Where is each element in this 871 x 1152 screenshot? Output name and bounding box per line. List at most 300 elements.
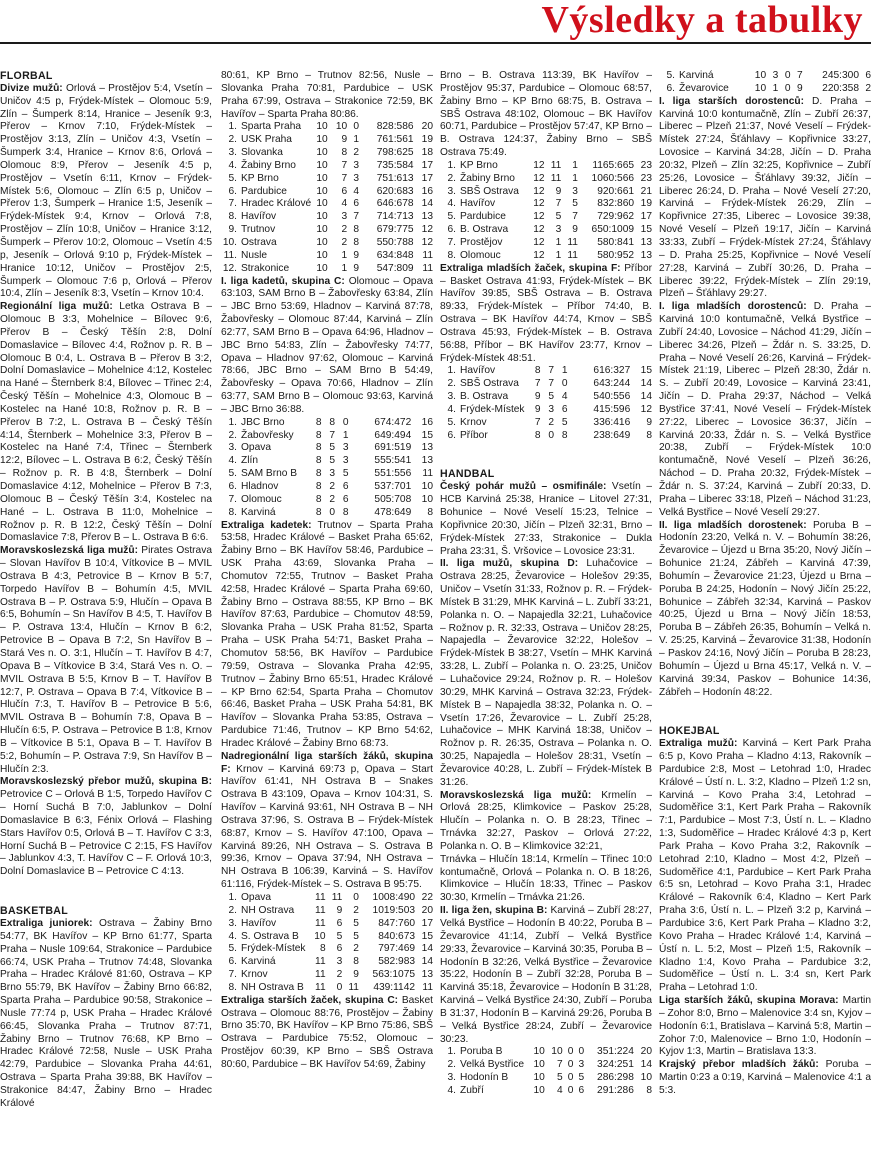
stat-cell: 1 (555, 249, 562, 261)
stat-cell: 8 (353, 956, 359, 968)
stat-cell: 3 (353, 172, 359, 184)
rank-cell: 3. (228, 917, 237, 929)
team-cell: KP Brno (241, 172, 279, 184)
score-cell: 616:327 (593, 365, 631, 377)
stat-cell: 0 (567, 1059, 574, 1071)
team-cell: Olomouc (241, 493, 282, 505)
match-results: Ostrava – Žabiny Brno 54:77, BK Havířov – KP Brno 61:77, Sparta Praha – Nusle 109:64, Strakonice – Pardubice 66:74, USK Praha – Trutnov 74:48, Slovanka Praha – Hradec Králové 81:60, Ostrava – KP Brno 55:79, BK Havířov – Žabiny Brno 66:82, Sparta Praha – Pardubice 90:58, Strakonice – Nusle 77:74 p, USK Praha – Hradec Králové 66:45, Slovanka Praha – Trutnov 87:71, Žabiny Brno – Trutnov 76:68, KP Brno – Hradec Králové 72:58, Nusle – USK Praha 42:79, Pardubice – Slovanka Praha 44:61, Ostrava – Sparta Praha 39:88, BK Havířov – Strakonice 84:47, Žabiny Brno – Hradec Králové (0, 918, 212, 1109)
competition-name: I. liga mladších dorostenců: (659, 301, 807, 313)
stat-cell: 1 (572, 172, 578, 184)
score-cell: 537:701 (374, 481, 412, 492)
page-header (0, 0, 871, 44)
stat-cell: 8 (315, 468, 322, 480)
stat-cell: 10 (551, 1046, 563, 1058)
stat-cell: 7 (341, 159, 348, 171)
stat-cell: 5 (353, 930, 359, 942)
stat-cell: 11 (315, 956, 326, 968)
score-cell: 691:519 (374, 442, 412, 454)
match-results: Petrovice C – Orlová B 1:5, Torpedo Havířov C – Horní Suchá B 7:0, Jablunkov – Dolní Domaslavice B 6:3, Fénix Orlová – Flashing Stars Havířov 0:5, Orlová B – T. Havířov C 3:3, Horní Suchá B – Petrovice C 2:15, FS Havířov – Jablunkov 4:3, T. Havířov C – F. Orlová 10:3, Dolní Domaslavice B – Petrovice C 4:13. (0, 789, 212, 878)
score-cell: 634:848 (376, 249, 414, 261)
stat-cell: 9 (336, 904, 343, 916)
stat-cell: 5 (572, 198, 578, 210)
stat-cell: 5 (353, 917, 359, 929)
stat-cell: 0 (578, 1046, 585, 1058)
standings-table (440, 365, 652, 442)
score-cell: 832:860 (597, 198, 635, 210)
stat-cell: 3 (572, 185, 578, 197)
results-paragraph (0, 776, 212, 879)
stat-cell: 0 (353, 892, 359, 903)
standings-table (440, 160, 652, 263)
stat-cell: 9 (353, 249, 359, 261)
results-paragraph (0, 301, 212, 545)
stat-cell: 2 (353, 904, 359, 916)
match-results: Letka Ostrava B – Olomouc B 3:3, Mohelnice – Bílovec 9:6, Přerov B – Český Těšín 2:8, Dolní Domaslavice – Bílovec 4:4, Rožnov p. R. B – Olomouc B 0:4, L. Ostrava B – Přerov B 3:2, Dolní Domaslavice – Mohelnice 4:12, Kostelec na Hané – Šternberk 8:4, Bílovec – Třinec 2:4, Český Těšín – Mohelnice 4:3, Olomouc B – Kostelec na Hané 10:8, Rožnov p. R. B – Přerov B 7:2, L. Ostrava B – Český Těšín 4:14, Šternberk – Mohelnice 3:3, Přerov B – Kostelec na Hané 7:4, Třinec – Šternberk 12:2, Bílovec – L. Ostrava B 6:2, Český Těšín – Rožnov p. R. B 4:8, Šternberk – Dolní Domaslavice 4:12, Mohelnice – Přerov B 7:3, Olomouc B – Český Těšín 3:4, Kostelec na Hané – L. Ostrava B 11:0, Mohelnice – Rožnov p. R. B 12:2, Český Těšín – Dolní Domaslavice 7:8, Přerov B – L. Ostrava B 6:6. (0, 301, 212, 544)
score-cell: 840:673 (378, 930, 416, 942)
table-row (221, 417, 433, 430)
rank-cell: 2. (447, 1059, 456, 1071)
table-row (221, 892, 433, 905)
score-cell: 336:416 (593, 416, 631, 428)
team-cell: Nusle (241, 249, 268, 261)
points-cell: 17 (421, 172, 433, 184)
standings-table (440, 1046, 652, 1097)
rank-cell: 4. (447, 198, 456, 210)
team-cell: Velká Bystřice (460, 1059, 524, 1071)
stat-cell: 8 (329, 416, 336, 428)
stat-cell: 8 (534, 429, 541, 441)
rank-cell: 8. (228, 981, 237, 993)
stat-cell: 3 (555, 224, 562, 236)
score-cell: 761:561 (376, 134, 414, 146)
rank-cell: 10. (222, 236, 237, 248)
table-row (221, 969, 433, 982)
score-cell: 679:775 (376, 224, 414, 236)
team-cell: Havířov (460, 365, 496, 377)
match-results: Trnávka – Hlučín 18:14, Krmelín – Třinec 10:0 kontumačně, Orlová – Polanka n. O. B 18:26, Klimkovice – Hlučín 18:33, Třinec – Paskov 30:30, Krmelín – Trnávka 21:26. (440, 853, 652, 904)
score-cell: 550:788 (376, 236, 414, 248)
score-cell: 245:300 (822, 70, 859, 81)
results-paragraph (659, 1059, 871, 1098)
team-cell: Pardubice (241, 185, 287, 197)
stat-cell: 6 (561, 403, 568, 415)
points-cell: 6 (865, 70, 871, 81)
stat-cell: 12 (533, 185, 545, 197)
team-cell: Hradec Králové (241, 198, 312, 210)
stat-cell: 0 (567, 1072, 574, 1084)
stat-cell: 11 (315, 904, 326, 916)
points-cell: 19 (421, 134, 433, 146)
team-cell: Strakonice (241, 262, 290, 274)
team-cell: Poruba B (460, 1046, 503, 1058)
stat-cell: 6 (353, 198, 359, 210)
table-row (221, 430, 433, 443)
score-cell: 580:841 (597, 236, 635, 248)
stat-cell: 5 (556, 1072, 563, 1084)
rank-cell: 8. (228, 211, 237, 223)
rank-cell: 6. (228, 481, 237, 492)
match-results: 80:61, KP Brno – Trutnov 82:56, Nusle – Slovanka Praha 70:81, Pardubice – USK Praha 67:99, Ostrava – Strakonice 72:59, BK Havířov – Sparta Praha 80:86. (221, 70, 433, 120)
results-paragraph (440, 263, 652, 366)
stat-cell: 7 (796, 70, 803, 81)
points-cell: 22 (421, 892, 433, 903)
match-results: Krmelín – Orlová 28:25, Klimkovice – Paskov 25:28, Hlučín – Polanka n. O. B 28:23, Třinec – Trnávka 32:27, Paskov – Orlová 27:22, Polanka n. O. B – Klimkovice 32:21, (440, 789, 652, 852)
results-paragraph (659, 301, 871, 519)
points-cell: 17 (421, 917, 433, 929)
team-cell: SBŠ Ostrava (460, 378, 519, 390)
results-paragraph (659, 738, 871, 995)
score-cell: 751:613 (376, 172, 414, 184)
team-cell: Zlín (241, 455, 258, 467)
stat-cell: 10 (533, 1072, 545, 1084)
team-cell: Žabiny Brno (241, 159, 296, 171)
points-cell: 17 (640, 211, 652, 223)
standings-table (221, 121, 433, 275)
results-paragraph (221, 520, 433, 751)
table-row (221, 263, 433, 276)
table-row (221, 134, 433, 147)
match-results: Basket Ostrava – Olomouc 88:76, Prostějov – Žabiny Brno 35:70, BK Havířov – KP Brno 75:86, SBŠ Ostrava – Pardubice 75:52, Olomouc – Prostějov 60:39, KP Brno – SBŠ Ostrava 80:60, Pardubice – BK Havířov 54:69, Žabiny (221, 994, 433, 1070)
stat-cell: 11 (315, 917, 326, 929)
team-cell: JBC Brno (241, 416, 285, 428)
match-results: Vsetín – HCB Karviná 25:38, Hranice – Litovel 27:31, Bohunice – Nové Veselí 15:23, Telnice – Kopřivnice 20:30, Jičín – Plzeň 32:31, Brno – Frýdek-Místek 27:33, Strakonice – Dukla Praha 23:31, Š. Vršovice – Lovosice 23:31. (440, 481, 652, 557)
stat-cell: 7 (548, 378, 555, 390)
stat-cell: 7 (353, 211, 359, 223)
score-cell: 735:584 (376, 159, 414, 171)
table-row (221, 250, 433, 263)
points-cell: 10 (421, 481, 433, 492)
points-cell: 11 (422, 262, 433, 274)
score-cell: 238:649 (593, 429, 631, 441)
stat-cell: 10 (316, 262, 328, 274)
team-cell: Sparta Praha (241, 121, 302, 133)
stat-cell: 3 (342, 442, 349, 454)
rank-cell: 4. (447, 1084, 456, 1096)
points-cell: 13 (421, 969, 433, 981)
table-row (440, 404, 652, 417)
score-cell: 351:224 (597, 1046, 634, 1058)
team-cell: USK Praha (241, 134, 292, 146)
table-row (440, 173, 652, 186)
table-row (440, 365, 652, 378)
rank-cell: 8. (228, 506, 237, 518)
competition-name: II. liga žen, skupina B: (440, 905, 548, 917)
score-cell: 798:625 (376, 147, 414, 159)
score-cell: 674:472 (374, 416, 412, 428)
rank-cell: 6. (666, 82, 675, 94)
stat-cell: 4 (556, 1084, 563, 1096)
stat-cell: 0 (784, 82, 791, 94)
header-rule (0, 42, 871, 44)
results-paragraph (221, 70, 433, 121)
stat-cell: 9 (796, 82, 803, 94)
competition-name: Moravskoslezská liga mužů: (0, 545, 138, 557)
table-row (221, 918, 433, 931)
rank-cell: 11. (223, 249, 237, 261)
points-cell: 11 (422, 468, 433, 480)
table-row (440, 224, 652, 237)
stat-cell: 7 (341, 172, 348, 184)
competition-name: Liga starších žáků, skupina Morava: (659, 995, 839, 1007)
team-cell: Trutnov (241, 224, 276, 236)
standings-table (221, 417, 433, 520)
rank-cell: 4. (447, 403, 456, 415)
stat-cell: 9 (555, 185, 562, 197)
team-cell: Karviná (241, 956, 276, 968)
stat-cell: 2 (329, 493, 336, 505)
stat-cell: 12 (533, 224, 545, 236)
table-row (440, 1046, 652, 1059)
stat-cell: 0 (353, 121, 359, 133)
match-results: Martin – Zohor 8:0, Brno – Malenovice 3:4 sn, Kyjov – Hodonín 6:1, Bratislava – Karviná 5:8, Martin – Zohor 7:0, Malenovice – Brno 1:0, Hodonín – Kyjov 1:3, Martin – Bratislava 13:3. (659, 995, 871, 1058)
stat-cell: 2 (341, 236, 348, 248)
score-cell: 547:809 (376, 262, 414, 274)
match-results: Pirates Ostrava – Slovan Havířov B 10:4, Vítkovice B – MVIL Ostrava B 4:3, Petrovice B – Krnov B 5:7, Torpedo Havířov B – Bohumín 4:5, MVIL Ostrava B – P. Ostrava 5:9, Hlučín – Opava B 6:5, Bohumín – Sn Havířov B 4:5, T. Havířov B – P. Ostrava 13:4, Hlučín – Krnov B 6:2, Petrovice B – Opava B 7:2, Sn Havířov B – Stará Ves n. O. 3:1, Hlučín – T. Havířov B 4:7, Opava B – Vítkovice B 3:4, Stará Ves n. O. – MVIL Ostrava B 5:5, Krnov B – T. Havířov B 12:7, P. Ostrava – Opava B 7:4, Vítkovice B – Hlučín 7:3, T. Havířov B – Petrovice B 5:6, MVIL Ostrava B – Bohumín 7:8, Opava B – Hlučín 6:5, P. Ostrava – Petrovice B 1:8, Krnov B – Vítkovice B 5:1, Opava B – T. Havířov B 5:2, Bohumín – P. Ostrava 7:9, Sn Havířov B – Hlučín 2:3. (0, 545, 212, 775)
stat-cell: 10 (316, 147, 328, 159)
results-paragraph (659, 520, 871, 700)
points-cell: 13 (640, 236, 652, 248)
score-cell: 540:556 (593, 391, 631, 403)
stat-cell: 4 (561, 391, 568, 403)
stat-cell: 8 (561, 429, 568, 441)
team-cell: Havířov (241, 211, 277, 223)
team-cell: Pardubice (460, 211, 506, 223)
score-cell: 828:586 (376, 121, 414, 133)
rank-cell: 1. (228, 121, 237, 133)
stat-cell: 12 (533, 211, 545, 223)
stat-cell: 1 (572, 159, 578, 171)
stat-cell: 3 (336, 956, 343, 968)
points-cell: 14 (640, 378, 652, 390)
competition-name: II. liga mladších dorostenek: (659, 519, 807, 531)
table-row (440, 430, 652, 443)
stat-cell: 11 (315, 981, 326, 993)
stat-cell: 1 (772, 82, 779, 94)
results-paragraph (0, 545, 212, 776)
score-cell: 415:596 (593, 403, 631, 415)
competition-name: Český pohár mužů – osmifinále: (440, 481, 607, 493)
team-cell: Karviná (241, 506, 276, 518)
score-cell: 582:983 (378, 956, 416, 968)
stat-cell: 0 (336, 981, 343, 993)
team-cell: Prostějov (460, 236, 503, 248)
points-cell: 10 (640, 1072, 652, 1084)
stat-cell: 10 (316, 198, 328, 210)
team-cell: B. Ostrava (460, 391, 509, 403)
stat-cell: 1 (555, 236, 562, 248)
score-cell: 650:1009 (591, 224, 635, 236)
stat-cell: 10 (316, 249, 328, 261)
points-cell: 20 (421, 121, 433, 133)
table-row (221, 442, 433, 455)
sport-heading: FLORBAL (0, 70, 53, 82)
stat-cell: 9 (572, 224, 578, 236)
table-row (440, 391, 652, 404)
stat-cell: 2 (336, 969, 343, 981)
stat-cell: 5 (329, 442, 336, 454)
points-cell: 2 (865, 82, 871, 94)
stat-cell: 7 (548, 365, 555, 377)
table-row (440, 250, 652, 263)
score-cell: 920:661 (597, 185, 635, 197)
stat-cell: 11 (550, 159, 562, 171)
rank-cell: 3. (228, 442, 237, 454)
match-results: Krnov – Karviná 69:73 p, Opava – Start Havířov 61:41, NH Ostrava B – Snakes Ostrava B 43:109, Opava – Krnov 104:31, S. Havířov – Karviná 93:61, NH Ostrava B – NH Ostrava 37:96, S. Ostrava B – Frýdek-Místek 68:87, Krnov – S. Havířov 47:100, Opava – Karviná 89:26, NH Ostrava – S. Ostrava B 99:36, Krnov – Opava 37:94, NH Ostrava – NH Ostrava B 106:39, Karviná – S. Havířov 61:116, Frýdek-Místek – S. Ostrava B 95:75. (221, 763, 433, 891)
competition-name: Krajský přebor mladších žáků: (659, 1059, 819, 1071)
rank-cell: 6. (228, 185, 237, 197)
score-cell: 286:298 (597, 1072, 634, 1084)
points-cell: 16 (421, 416, 433, 428)
stat-cell: 2 (341, 224, 348, 236)
table-row (221, 198, 433, 211)
competition-name: I. liga starších dorostenců: (659, 95, 805, 107)
stat-cell: 7 (534, 416, 541, 428)
team-cell: B. Ostrava (460, 224, 509, 236)
stat-cell: 0 (548, 429, 555, 441)
rank-cell: 5. (228, 943, 237, 955)
points-cell: 12 (640, 403, 652, 415)
stat-cell: 1 (342, 429, 349, 441)
points-cell: 15 (640, 365, 652, 377)
rank-cell: 6. (447, 429, 456, 441)
points-cell: 20 (421, 904, 433, 916)
stat-cell: 8 (353, 224, 359, 236)
results-paragraph (659, 96, 871, 302)
rank-cell: 7. (228, 493, 237, 505)
stat-cell: 8 (315, 416, 322, 428)
rank-cell: 6. (447, 224, 456, 236)
team-cell: KP Brno (460, 159, 498, 171)
score-cell: 1019:503 (372, 904, 416, 916)
match-results: D. Praha – Karviná 10:0 kontumačně, Velká Bystřice – Zubří 24:40, Lovosice – Náchod 41:29, Jičín – Liberec 34:26, Plzeň – Ždár n. S. 33:25, D. Praha – Nové Veselí 26:26, Karviná – Frýdek-Místek 21:19, Liberec – Plzeň 28:30, Ždár n. S. – Zubří 20:49, Lovosice – Karviná 23:41, Jičín – D. Praha 29:37, Náchod – Velká Bystřice 37:41, Nové Veselí – Frýdek-Místek 27:22, Liberec – Lovosice 36:37, Jičín – Karviná 20:33, Ždár n. S. – Velká Bystřice 20:38, Zubří – Frýdek-Místek 10:0 kontumačně, Nové Veselí – Plzeň 36:26, Náchod – D. Praha 20:32, Frýdek-Místek – Ždár n. S. 37:24, Karviná – Zubří 20:33, D. Praha – Liberec 33:18, Plzeň – Náchod 31:23, Velká Bystřice – Nové Veselí 29:27. (659, 301, 871, 518)
stat-cell: 5 (329, 455, 336, 467)
match-results: Trutnov – Sparta Praha 53:58, Hradec Králové – Basket Praha 65:62, Žabiny Brno – BK Havířov 58:46, Pardubice – USK Praha 43:69, Slovanka Praha – Chomutov 72:55, Trutnov – Basket Praha 42:58, Hradec Králové – Sparta Praha 69:60, Žabiny Brno – Ostrava 88:55, KP Brno – BK Havířov 87:63, Pardubice – Chomutov 48:59, Slovanka Praha – USK Praha 81:52, Sparta Praha – USK Praha 54:71, Basket Praha – Chomutov 58:56, BK Havířov – Pardubice 79:59, Ostrava – Slovanka Praha 42:95, Trutnov – Žabiny Brno 65:51, Hradec Králové – KP Brno 62:54, Sparta Praha – Chomutov 66:46, Basket Praha – USK Praha 54:81, BK Havířov – Slovanka Praha 53:85, Ostrava – Pardubice 71:46, Trutnov – KP Brno 54:62, Hradec Králové – Žabiny Brno 68:73. (221, 519, 433, 749)
results-paragraph (440, 481, 652, 558)
rank-cell: 1. (228, 892, 237, 903)
stat-cell: 5 (555, 211, 562, 223)
stat-cell: 7 (572, 211, 578, 223)
rank-cell: 3. (447, 391, 456, 403)
stat-cell: 0 (329, 506, 336, 518)
sport-heading: BASKETBAL (0, 905, 69, 918)
rank-cell: 1. (447, 365, 456, 377)
score-cell: 1008:490 (372, 892, 416, 903)
stat-cell: 10 (754, 70, 767, 81)
points-cell: 14 (640, 1059, 652, 1071)
match-results: Olomouc – Opava 63:103, SAM Brno B – Žabovřesky 63:84, Zlín – JBC Brno 53:69, Hladnov – Karviná 87:78, Žabovřesky – Olomouc 87:44, Karviná – Zlín 62:77, SAM Brno B – Opava 64:96, Hladnov – JBC Brno 54:83, Zlín – Žabovřesky 74:77, Opava – Hladnov 97:62, Olomouc – Karviná 78:66, JBC Brno – SAM Brno B 54:49, Žabovřesky – Opava 70:66, Hladnov – Zlín 63:77, SAM Brno B – Olomouc 93:63, Karviná – JBC Brno 36:88. (221, 275, 433, 415)
stat-cell: 10 (316, 121, 328, 133)
score-cell: 220:358 (822, 82, 859, 94)
table-row (221, 237, 433, 250)
stat-cell: 10 (316, 236, 328, 248)
competition-name: Extraliga mladších žaček, skupina F: (440, 262, 621, 274)
team-cell: NH Ostrava (241, 904, 295, 916)
points-cell: 13 (421, 211, 433, 223)
table-row (440, 378, 652, 391)
stat-cell: 8 (341, 147, 348, 159)
table-row (440, 1085, 652, 1098)
team-cell: Havířov (460, 198, 496, 210)
stat-cell: 10 (316, 172, 328, 184)
rank-cell: 6. (228, 956, 237, 968)
rank-cell: 3. (447, 1072, 456, 1084)
competition-name: Moravskoslezská liga mužů: (440, 789, 592, 801)
score-cell: 646:678 (376, 198, 414, 210)
rank-cell: 2. (447, 172, 456, 184)
table-row (221, 507, 433, 520)
rank-cell: 5. (228, 172, 237, 184)
stat-cell: 11 (315, 892, 326, 903)
rank-cell: 7. (447, 236, 456, 248)
competition-name: Extraliga juniorek: (0, 918, 93, 929)
team-cell: Příbor (460, 429, 488, 441)
stat-cell: 8 (353, 236, 359, 248)
points-cell: 14 (640, 391, 652, 403)
points-cell: 23 (640, 172, 652, 184)
stat-cell: 3 (329, 468, 336, 480)
stat-cell: 8 (342, 506, 349, 518)
stat-cell: 9 (534, 391, 541, 403)
stat-cell: 0 (567, 1084, 574, 1096)
points-cell: 23 (640, 159, 652, 171)
match-results: Poruba – Martin 0:23 a 0:19, Karviná – Malenovice 4:1 a 5:3. (659, 1059, 871, 1096)
stat-cell: 10 (533, 1059, 545, 1071)
score-cell: 551:556 (374, 468, 412, 480)
rank-cell: 7. (228, 198, 237, 210)
stat-cell: 1 (341, 249, 348, 261)
stat-cell: 8 (315, 455, 322, 467)
standings-table (659, 70, 871, 96)
score-cell: 797:469 (378, 943, 416, 955)
stat-cell: 10 (335, 121, 348, 133)
stat-cell: 6 (341, 185, 348, 197)
team-cell: Krnov (460, 416, 487, 428)
team-cell: Zubří (460, 1084, 484, 1096)
table-row (221, 186, 433, 199)
rank-cell: 7. (228, 969, 237, 981)
rank-cell: 2. (228, 134, 237, 146)
table-row (440, 211, 652, 224)
score-cell: 563:1075 (372, 969, 416, 981)
rank-cell: 4. (228, 930, 237, 942)
stat-cell: 12 (533, 236, 545, 248)
rank-cell: 3. (447, 185, 456, 197)
score-cell: 291:286 (597, 1084, 634, 1096)
stat-cell: 6 (336, 917, 343, 929)
match-results: Poruba B – Hodonín 23:20, Velká n. V. – Bohumín 38:26, Ževarovice – Újezd u Brna 35:20, Nový Jičín – Bohunice 21:24, Zábřeh – Karviná 47:39, Bohumín – Ževarovice 21:23, Újezd u Brna – Poruba B 24:25, Hodonín – Nový Jičín 25:22, Bohunice – Zábřeh 32:34, Karviná – Paskov 40:25, Újezd u Brna – Nový Jičín 18:53, Poruba B – Zábřeh 26:35, Bohumín – Velká n. V. 25:25, Karviná – Ževarovice 31:38, Hodonín – Paskov 24:16, Nový Jičín – Poruba B 28:23, Bohumín – Újezd u Brna 45:17, Velká n. V. – Karviná 39:34, Paskov – Bohunice 14:36, Zábřeh – Hodonín 48:22. (659, 519, 871, 698)
stat-cell: 3 (772, 70, 779, 81)
table-row (659, 70, 871, 83)
stat-cell: 3 (342, 455, 349, 467)
rank-cell: 3. (228, 147, 237, 159)
stat-cell: 12 (533, 159, 545, 171)
stat-cell: 6 (342, 493, 349, 505)
score-cell: 643:244 (593, 378, 631, 390)
points-cell: 17 (421, 159, 433, 171)
match-results: D. Praha – Karviná 10:0 kontumačně, Zlín – Zubří 26:37, Liberec – Plzeň 21:37, Nové Veselí – Frýdek-Místek 27:24, Šťáhlavy – Kopřivnice 33:27, Lovosice – Karviná 34:28, Jičín – D. Praha 20:32, Plzeň – Zlín 32:25, Kopřivnice – Zubří 25:26, Lovosice – Šťáhlavy 39:32, Jičín – Liberec 26:24, D. Praha – Nové Veselí 27:20, Karviná – Frýdek-Místek 26:29, Zlín – Kopřivnice 27:35, Liberec – Lovosice 39:38, Nové Veselí – Plzeň 19:17, Jičín – Karviná 33:33, Zubří – Frýdek-Místek 27:24, Šťáhlavy – D. Praha 25:25, Kopřivnice – Nové Veselí 27:28, Karviná – Zubří 30:26, D. Praha – Liberec 39:22, Frýdek-Místek – Zlín 29:19, Plzeň – Šťáhlavy 29:27. (659, 95, 871, 300)
score-cell: 1060:566 (591, 172, 635, 184)
team-cell: Havířov (241, 917, 277, 929)
table-row (440, 237, 652, 250)
stat-cell: 0 (342, 416, 349, 428)
rank-cell: 5. (447, 416, 456, 428)
stat-cell: 10 (533, 1046, 545, 1058)
table-row (440, 1072, 652, 1085)
rank-cell: 5. (666, 70, 675, 81)
stat-cell: 9 (341, 134, 348, 146)
points-cell: 13 (640, 249, 652, 261)
table-row (221, 931, 433, 944)
